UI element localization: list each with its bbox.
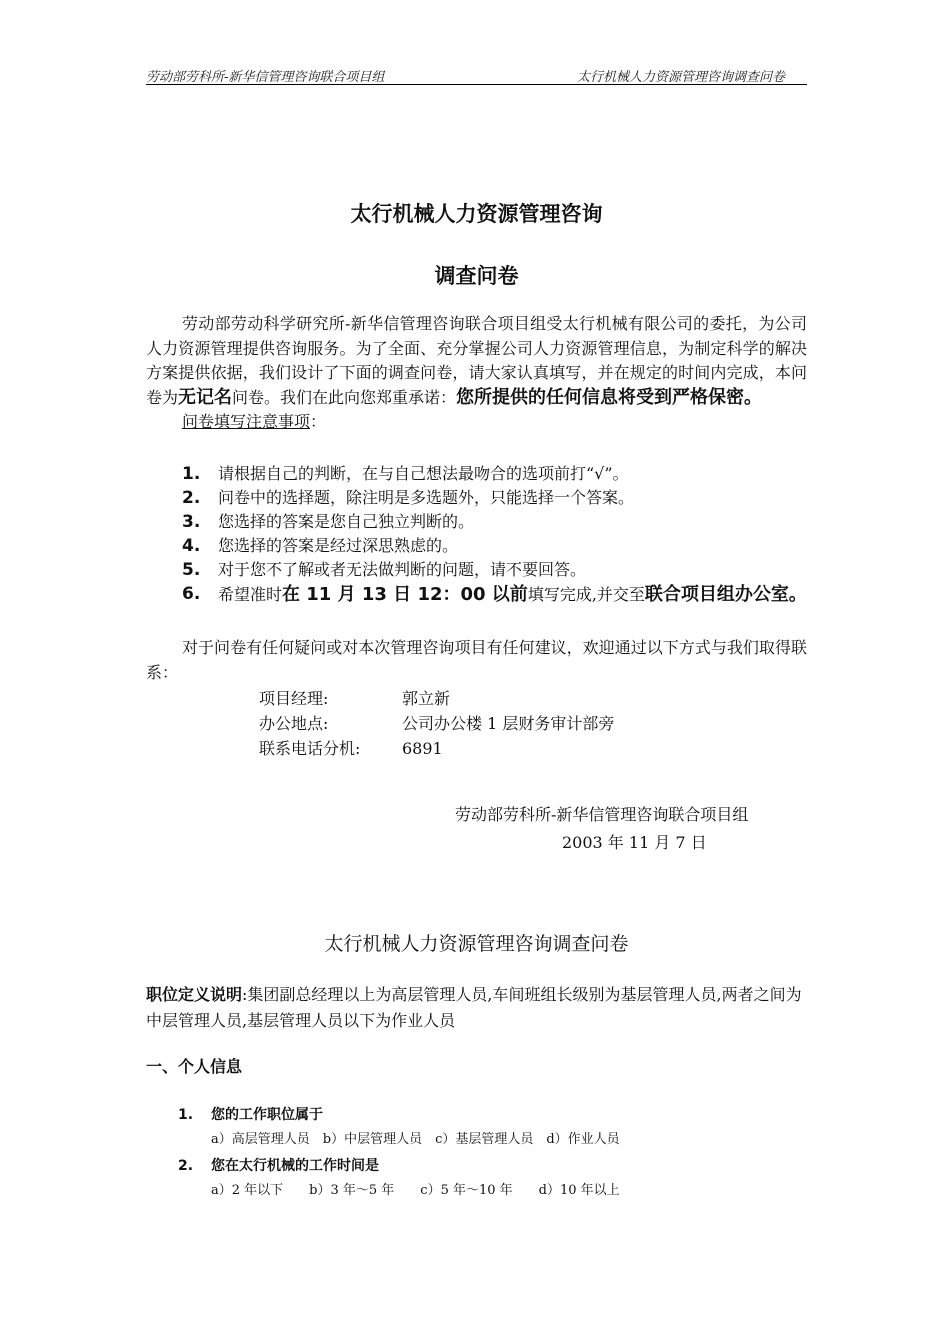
definition-text: :集团副总经理以上为高层管理人员,车间班组长级别为基层管理人员,两者之间为中层管理人员,基层管理人员以下为作业人员 xyxy=(146,985,802,1030)
contact-value: 公司办公楼 1 层财务审计部旁 xyxy=(402,714,615,733)
position-definition xyxy=(146,982,807,1034)
list-item xyxy=(146,558,807,582)
definition-label: 职位定义说明 xyxy=(146,985,243,1004)
list-item-number: 1. xyxy=(182,464,201,484)
header-divider xyxy=(146,84,807,85)
confidentiality-promise: 您所提供的任何信息将受到严格保密。 xyxy=(456,386,763,408)
list-item-text: 您选择的答案是您自己独立判断的。 xyxy=(218,512,475,531)
contact-label: 项目经理: xyxy=(259,689,329,708)
signature-org: 劳动部劳科所-新华信管理咨询联合项目组 xyxy=(455,805,749,824)
list-item-number: 3. xyxy=(182,512,201,532)
anonymous-emphasis: 无记名 xyxy=(178,386,233,408)
list-item-number: 5. xyxy=(182,560,201,580)
question-number: 2. xyxy=(178,1158,194,1174)
list-item xyxy=(146,486,807,510)
question-item xyxy=(178,1154,379,1178)
submission-office: 联合项目组办公室。 xyxy=(644,584,807,605)
contact-value: 6891 xyxy=(402,739,443,758)
question-number: 1. xyxy=(178,1107,194,1123)
notes-title: 问卷填写注意事项 xyxy=(182,412,311,431)
survey-title: 太行机械人力资源管理咨询调查问卷 xyxy=(324,933,629,955)
contact-value: 郭立新 xyxy=(402,689,451,708)
list-item-number: 6. xyxy=(182,584,201,604)
contact-intro: 对于问卷有任何疑问或对本次管理咨询项目有任何建议，欢迎通过以下方式与我们取得联系： xyxy=(146,638,807,682)
deadline-pre: 希望准时 xyxy=(218,585,283,604)
list-item-text xyxy=(218,582,808,607)
contact-label: 联系电话分机: xyxy=(259,739,361,758)
header-right: 太行机械人力资源管理咨询调查问卷 xyxy=(577,70,786,85)
contact-row xyxy=(259,686,614,711)
question-item xyxy=(178,1103,323,1127)
list-item-text: 问卷中的选择题，除注明是多选题外，只能选择一个答案。 xyxy=(218,488,635,507)
document-title: 太行机械人力资源管理咨询 xyxy=(350,202,603,226)
notes-title-colon: ： xyxy=(310,412,327,431)
list-item-text: 请根据自己的判断，在与自己想法最吻合的选项前打“√”。 xyxy=(218,464,629,483)
contact-row xyxy=(259,711,614,736)
list-item xyxy=(146,462,807,486)
list-item-number: 4. xyxy=(182,536,201,556)
intro-text-1: 劳动部劳动科学研究所-新华信管理咨询联合项目组受太行机械有限公司的委托，为公司人力资源管理提供咨询服务。为了全面、充分掌握公司人力资源管理信息，为制定科学的解决方案提供依据，我们设计了下面的调查问卷，请大家认真填写，并在规定的时间内完成，本问卷为 xyxy=(146,314,807,407)
notes-list xyxy=(146,462,807,632)
contact-row xyxy=(259,736,614,761)
list-item-deadline xyxy=(146,582,807,632)
list-item-number: 2. xyxy=(182,488,201,508)
list-item-text: 您选择的答案是经过深思熟虑的。 xyxy=(218,536,459,555)
intro-text-2: 问卷。我们在此向您郑重承诺： xyxy=(232,387,457,407)
question-text: 您在太行机械的工作时间是 xyxy=(211,1158,379,1174)
question-options: a）2 年以下 b）3 年～5 年 c）5 年～10 年 d）10 年以上 xyxy=(211,1183,620,1198)
contact-info xyxy=(259,686,614,761)
deadline-time: 在 11 月 13 日 12：00 以前 xyxy=(282,584,528,605)
contact-paragraph xyxy=(146,636,807,685)
signature-date: 2003 年 11 月 7 日 xyxy=(562,833,707,852)
contact-label: 办公地点: xyxy=(259,714,329,733)
list-item xyxy=(146,534,807,558)
question-text: 您的工作职位属于 xyxy=(211,1107,323,1123)
document-subtitle: 调查问卷 xyxy=(434,264,519,288)
intro-paragraph xyxy=(146,312,807,435)
header-left: 劳动部劳科所-新华信管理咨询联合项目组 xyxy=(146,70,385,85)
section-heading: 一、个人信息 xyxy=(146,1057,243,1076)
list-item-text: 对于您不了解或者无法做判断的问题，请不要回答。 xyxy=(218,560,587,579)
question-options: a）高层管理人员 b）中层管理人员 c）基层管理人员 d）作业人员 xyxy=(211,1132,620,1147)
list-item xyxy=(146,510,807,534)
deadline-mid: 填写完成,并交至 xyxy=(527,585,645,604)
